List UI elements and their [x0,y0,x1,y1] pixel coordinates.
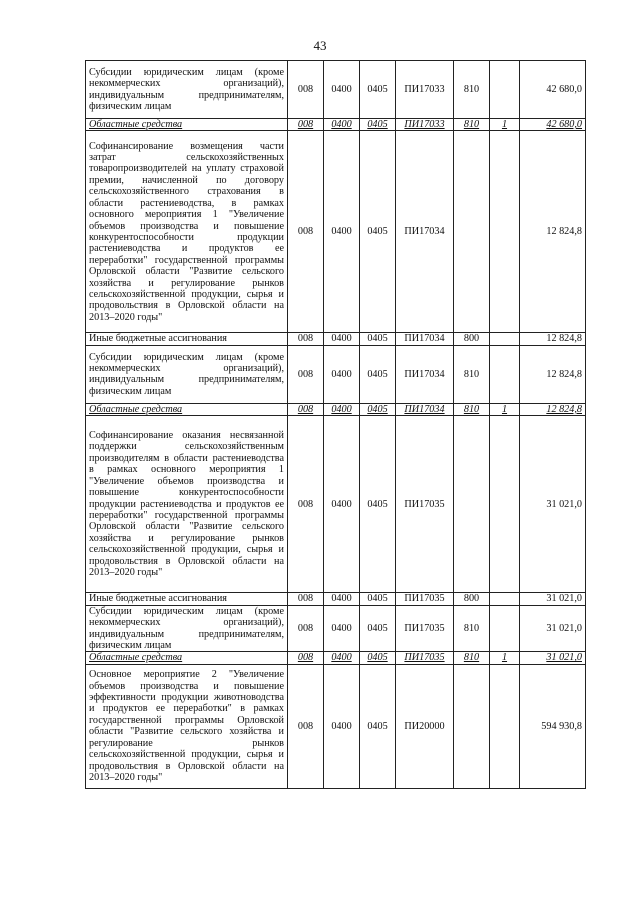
expense-type-cell: 810 [454,605,490,652]
budget-table [85,60,586,789]
section-code-cell: 0400 [324,403,360,415]
section-code-cell: 0400 [324,61,360,119]
funding-source-cell: 1 [490,119,520,131]
expense-type-cell: 810 [454,119,490,131]
section-code-cell: 0400 [324,652,360,664]
table-row [86,605,586,652]
ministry-code-cell: 008 [288,664,324,788]
ministry-code-cell: 008 [288,61,324,119]
target-article-cell: ПИ17035 [396,416,454,593]
subsection-code-cell: 0405 [360,403,396,415]
section-code-cell: 0400 [324,345,360,403]
row-description: Софинансирование возмещения части затрат сельскохозяйственных товаропроизводителей на уплату страховой премии, начисленной по договору сельскохозяйственного страхования в области растениеводства, в рамках основного мероприятия 1 "Увеличение объемов производства и повышение конкурентоспособности продукции растениеводства и продуктов ее переработки" государственной программы Орловской области "Развитие сельского хозяйства и регулирование рынков сельскохозяйственной продукции, сырья и продовольствия в Орловской области на 2013–2020 годы" [86,131,288,333]
target-article-cell: ПИ17035 [396,593,454,605]
funding-source-cell: 1 [490,403,520,415]
section-code-cell: 0400 [324,119,360,131]
page-number: 43 [313,38,327,53]
subsection-code-cell: 0405 [360,345,396,403]
ministry-code-cell: 008 [288,333,324,345]
expense-type-cell [454,131,490,333]
table-row [86,652,586,664]
funding-source-cell [490,61,520,119]
funding-source-cell [490,416,520,593]
table-row [86,593,586,605]
row-description: Субсидии юридическим лицам (кроме некоммерческих организаций), индивидуальным предпринимателям, физическим лицам [86,61,288,119]
expense-type-cell: 810 [454,403,490,415]
table-row [86,131,586,333]
ministry-code-cell: 008 [288,119,324,131]
table-row [86,333,586,345]
row-description: Основное мероприятие 2 "Увеличение объемов производства и повышение эффективности продукции животноводства и продуктов ее переработки" в рамках государственной программы Орловской области "Развитие сельского хозяйства и регулирование рынков сельскохозяйственной продукции, сырья и продовольствия в Орловской области на 2013–2020 годы" [86,664,288,788]
expense-type-cell: 810 [454,652,490,664]
table-row [86,61,586,119]
subsection-code-cell: 0405 [360,664,396,788]
amount-cell: 12 824,8 [520,131,586,333]
funding-source-cell: 1 [490,652,520,664]
subsection-code-cell: 0405 [360,593,396,605]
row-description: Областные средства [86,403,288,415]
target-article-cell: ПИ17034 [396,345,454,403]
subsection-code-cell: 0405 [360,605,396,652]
expense-type-cell [454,664,490,788]
expense-type-cell: 800 [454,593,490,605]
amount-cell: 594 930,8 [520,664,586,788]
section-code-cell: 0400 [324,416,360,593]
funding-source-cell [490,593,520,605]
amount-cell: 12 824,8 [520,403,586,415]
expense-type-cell [454,416,490,593]
table-row [86,119,586,131]
amount-cell: 42 680,0 [520,61,586,119]
ministry-code-cell: 008 [288,605,324,652]
subsection-code-cell: 0405 [360,416,396,593]
target-article-cell: ПИ17034 [396,333,454,345]
subsection-code-cell: 0405 [360,61,396,119]
target-article-cell: ПИ17033 [396,119,454,131]
table-row [86,664,586,788]
ministry-code-cell: 008 [288,416,324,593]
ministry-code-cell: 008 [288,593,324,605]
row-description: Софинансирование оказания несвязанной поддержки сельскохозяйственным производителям в области растениеводства в рамках основного мероприятия 1 "Увеличение объемов производства и повышение конкурентоспособности продукции растениеводства и продуктов ее переработки" государственной программы Орловской области "Развитие сельского хозяйства и регулирование рынков сельскохозяйственной продукции, сырья и продовольствия в Орловской области на 2013–2020 годы" [86,416,288,593]
funding-source-cell [490,345,520,403]
target-article-cell: ПИ20000 [396,664,454,788]
amount-cell: 31 021,0 [520,605,586,652]
subsection-code-cell: 0405 [360,652,396,664]
section-code-cell: 0400 [324,605,360,652]
subsection-code-cell: 0405 [360,333,396,345]
target-article-cell: ПИ17034 [396,131,454,333]
subsection-code-cell: 0405 [360,131,396,333]
target-article-cell: ПИ17035 [396,605,454,652]
amount-cell: 31 021,0 [520,416,586,593]
table-row [86,403,586,415]
row-description: Областные средства [86,652,288,664]
section-code-cell: 0400 [324,333,360,345]
row-description: Иные бюджетные ассигнования [86,593,288,605]
funding-source-cell [490,605,520,652]
row-description: Областные средства [86,119,288,131]
section-code-cell: 0400 [324,131,360,333]
funding-source-cell [490,333,520,345]
row-description: Иные бюджетные ассигнования [86,333,288,345]
row-description: Субсидии юридическим лицам (кроме некоммерческих организаций), индивидуальным предпринимателям, физическим лицам [86,345,288,403]
amount-cell: 12 824,8 [520,345,586,403]
table-row [86,345,586,403]
section-code-cell: 0400 [324,664,360,788]
row-description: Субсидии юридическим лицам (кроме некоммерческих организаций), индивидуальным предпринимателям, физическим лицам [86,605,288,652]
ministry-code-cell: 008 [288,403,324,415]
expense-type-cell: 810 [454,61,490,119]
funding-source-cell [490,664,520,788]
amount-cell: 31 021,0 [520,593,586,605]
funding-source-cell [490,131,520,333]
section-code-cell: 0400 [324,593,360,605]
amount-cell: 42 680,0 [520,119,586,131]
ministry-code-cell: 008 [288,345,324,403]
ministry-code-cell: 008 [288,131,324,333]
target-article-cell: ПИ17035 [396,652,454,664]
expense-type-cell: 810 [454,345,490,403]
table-row [86,416,586,593]
subsection-code-cell: 0405 [360,119,396,131]
amount-cell: 12 824,8 [520,333,586,345]
ministry-code-cell: 008 [288,652,324,664]
amount-cell: 31 021,0 [520,652,586,664]
target-article-cell: ПИ17033 [396,61,454,119]
expense-type-cell: 800 [454,333,490,345]
target-article-cell: ПИ17034 [396,403,454,415]
